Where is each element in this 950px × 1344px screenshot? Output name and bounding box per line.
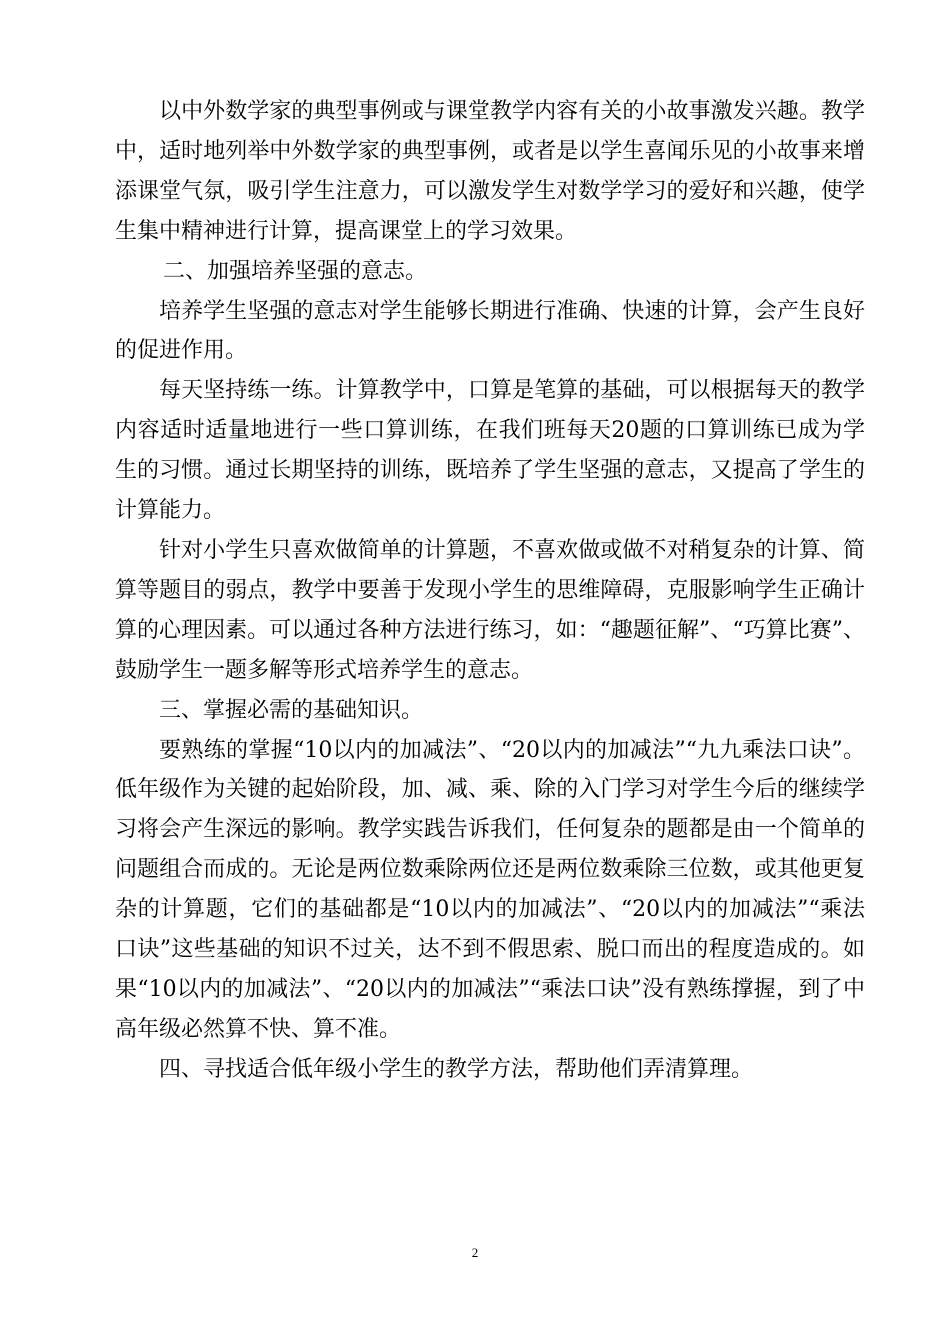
paragraph-willpower-intro: 培养学生坚强的意志对学生能够长期进行准确、快速的计算，会产生良好的促进作用。 bbox=[115, 298, 865, 364]
page-number: 2 bbox=[471, 1245, 479, 1260]
document-body bbox=[115, 92, 865, 1090]
section-heading-willpower: 二、加强培养坚强的意志。 bbox=[163, 258, 428, 284]
paragraph-basic-knowledge: 要熟练的掌握“10以内的加减法”、“20以内的加减法”“九九乘法口诀”。低年级作为关键的起始阶段，加、减、乘、除的入门学习对学生今后的继续学习将会产生深远的影响。教学实践告诉我们，任何复杂的题都是由一个简单的问题组合而成的。无论是两位数乘除两位还是两位数乘除三位数，或其他更复杂的计算题，它们的基础都是“10以内的加减法”、“20以内的加减法”“乘法口诀”这些基础的知识不过关，达不到不假思索、脱口而出的程度造成的。如果“10以内的加减法”、“20以内的加减法”“乘法口诀”没有熟练撑握，到了中高年级必然算不快、算不准。 bbox=[115, 737, 865, 1042]
section-heading-teaching-methods: 四、寻找适合低年级小学生的教学方法，帮助他们弄清算理。 bbox=[159, 1056, 754, 1082]
section-heading-basic-knowledge: 三、掌握必需的基础知识。 bbox=[159, 697, 424, 723]
paragraph-thinking-obstacles: 针对小学生只喜欢做简单的计算题，不喜欢做或做不对稍复杂的计算、简算等题目的弱点，教学中要善于发现小学生的思维障碍，克服影响学生正确计算的心理因素。可以通过各种方法进行练习，如：“趣题征解”、“巧算比赛”、鼓励学生一题多解等形式培养学生的意志。 bbox=[115, 537, 865, 683]
paragraph-interest: 以中外数学家的典型事例或与课堂教学内容有关的小故事激发兴趣。教学中，适时地列举中外数学家的典型事例，或者是以学生喜闻乐见的小故事来增添课堂气氛，吸引学生注意力，可以激发学生对数学学习的爱好和兴趣，使学生集中精神进行计算，提高课堂上的学习效果。 bbox=[115, 99, 865, 244]
paragraph-daily-practice: 每天坚持练一练。计算教学中，口算是笔算的基础，可以根据每天的教学内容适时适量地进行一些口算训练，在我们班每天20题的口算训练已成为学生的习惯。通过长期坚持的训练，既培养了学生坚强的意志，又提高了学生的计算能力。 bbox=[115, 378, 865, 524]
